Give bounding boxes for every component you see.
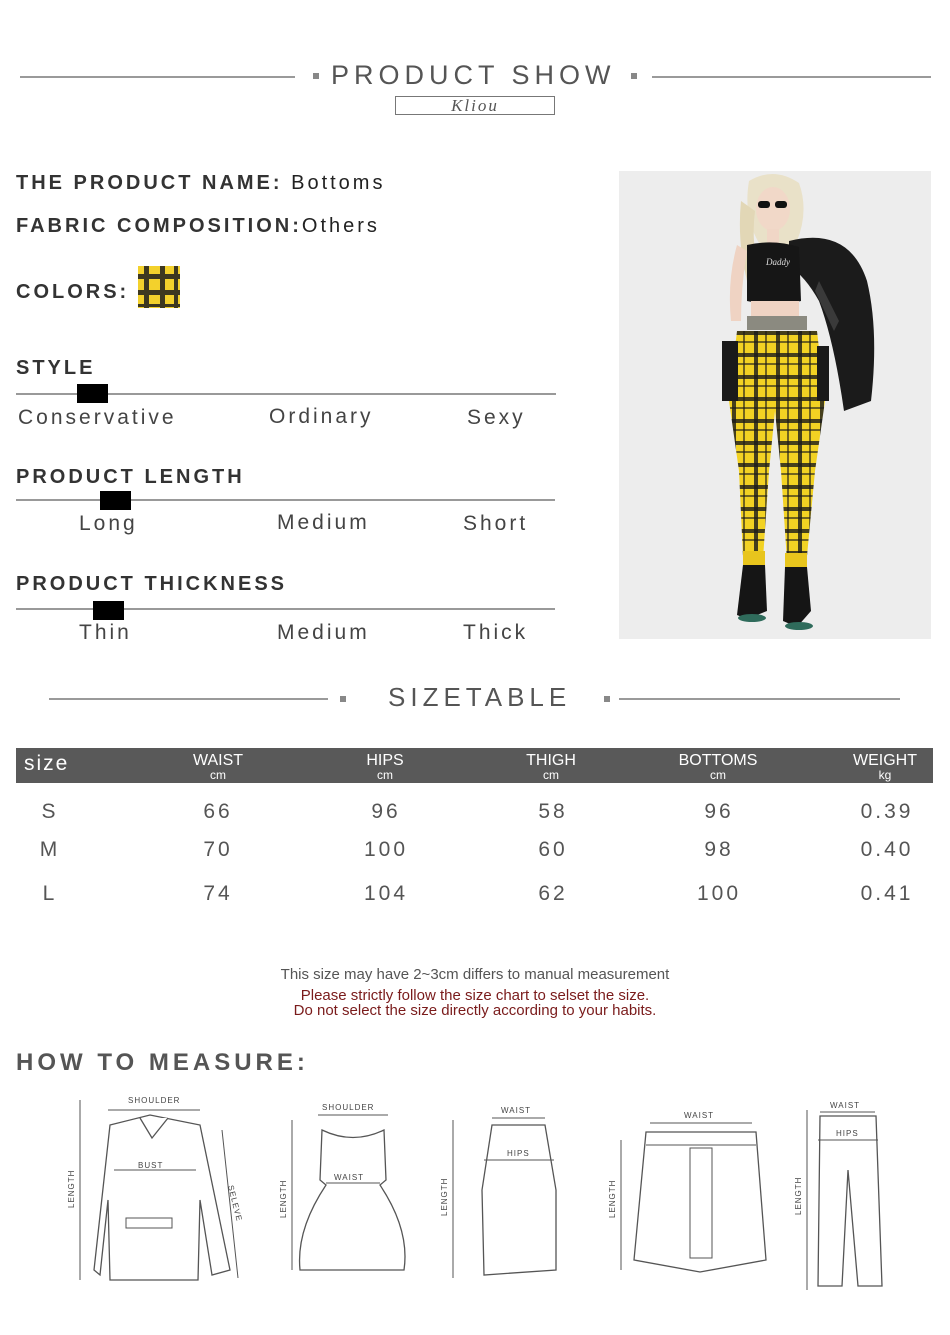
shorts-measure-icon [608,1111,766,1272]
shorts-waist-label: WAIST [684,1111,715,1120]
top-print-text: Daddy [766,257,790,267]
header-rule-right [652,76,931,78]
sizetable-square-left [340,696,346,702]
jacket-length-label: LENGTH [67,1169,76,1208]
dress-waist-label: WAIST [334,1173,365,1182]
table-cell-bottoms: 98 [704,838,734,861]
length-scale-title: PRODUCT LENGTH [16,466,245,488]
header-square-left [313,73,319,79]
colors-label: COLORS: [16,281,130,303]
table-cell-hips: 104 [363,882,409,905]
style-scale-marker [77,384,108,403]
jacket-bust-label: BUST [138,1161,164,1170]
skirt-measure-icon [440,1106,556,1278]
style-label-ordinary: Ordinary [269,405,374,428]
pants-length-label: LENGTH [794,1176,803,1215]
table-cell-weight: 0.40 [860,838,914,861]
sizetable-title: SIZETABLE [388,682,572,712]
table-cell-hips: 96 [371,800,401,823]
dress-measure-icon [279,1103,405,1270]
table-cell-size: M [39,838,61,861]
product-photo [619,171,931,639]
table-cell-waist: 66 [203,800,233,823]
size-warning-1: Please strictly follow the size chart to selset the size. [300,987,650,1004]
table-cell-size: L [42,882,58,905]
sizetable-rule-left [49,698,328,700]
length-label-short: Short [463,512,529,535]
header-square-right [631,73,637,79]
page-title: PRODUCT SHOW [331,60,616,90]
length-label-long: Long [79,512,138,535]
pants-measure-icon [794,1101,882,1290]
table-cell-size: S [41,800,59,823]
dress-shoulder-label: SHOULDER [322,1103,375,1112]
skirt-hips-label: HIPS [507,1149,530,1158]
size-warning-2: Do not select the size directly according to your habits. [293,1002,657,1019]
table-cell-bottoms: 96 [704,800,734,823]
pants-waist-label: WAIST [830,1101,861,1110]
dress-length-label: LENGTH [279,1179,288,1218]
product-name-label: THE PRODUCT NAME: [16,172,283,194]
length-scale-marker [100,491,131,510]
sizetable-square-right [604,696,610,702]
fabric-row [16,215,380,238]
table-cell-thigh: 58 [538,800,568,823]
how-to-measure-title: HOW TO MEASURE: [16,1049,309,1076]
sizetable-rule-right [619,698,900,700]
plaid-swatch-icon [138,266,180,308]
skirt-waist-label: WAIST [501,1106,532,1115]
style-scale-title: STYLE [16,357,96,379]
col-header-size: size [24,752,70,775]
brand-name: Kliou [451,96,499,115]
table-cell-weight: 0.41 [860,882,914,905]
brand-box [395,96,555,115]
shorts-length-label: LENGTH [608,1179,617,1218]
col-header-bottoms: BOTTOMS cm [678,752,758,782]
fabric-label: FABRIC COMPOSITION: [16,215,302,237]
table-cell-hips: 100 [363,838,409,861]
jacket-measure-icon [67,1096,244,1280]
table-cell-waist: 70 [203,838,233,861]
col-header-waist: WAIST cm [192,752,244,782]
product-name-value: Bottoms [291,172,386,194]
jacket-shoulder-label: SHOULDER [128,1096,181,1105]
thickness-scale-title: PRODUCT THICKNESS [16,573,288,595]
skirt-length-label: LENGTH [440,1177,449,1216]
thickness-label-medium: Medium [277,621,370,644]
measurement-note: This size may have 2~3cm differs to manual measurement [280,966,670,983]
col-header-thigh: THIGH cm [526,752,576,782]
style-label-sexy: Sexy [467,406,526,429]
pants-hips-label: HIPS [836,1129,859,1138]
col-header-weight: WEIGHT kg [853,752,917,782]
style-label-conservative: Conservative [18,406,177,429]
col-header-hips: HIPS cm [366,752,404,782]
table-cell-thigh: 60 [538,838,568,861]
table-cell-weight: 0.39 [860,800,914,823]
measure-diagrams [0,1090,950,1330]
header-rule-left [20,76,295,78]
table-cell-thigh: 62 [538,882,568,905]
table-cell-waist: 74 [203,882,233,905]
thickness-scale-marker [93,601,124,620]
length-label-medium: Medium [277,511,370,534]
jacket-sleeve-label: SELEVE [226,1184,244,1223]
product-name-row [16,172,385,195]
size-table-header [16,748,933,783]
thickness-label-thick: Thick [463,621,529,644]
table-cell-bottoms: 100 [696,882,742,905]
model-figure-illustration [619,171,931,639]
color-swatch-yellow-plaid[interactable] [138,266,180,308]
length-scale-line [16,499,555,501]
fabric-value: Others [301,215,380,237]
thickness-label-thin: Thin [79,621,132,644]
